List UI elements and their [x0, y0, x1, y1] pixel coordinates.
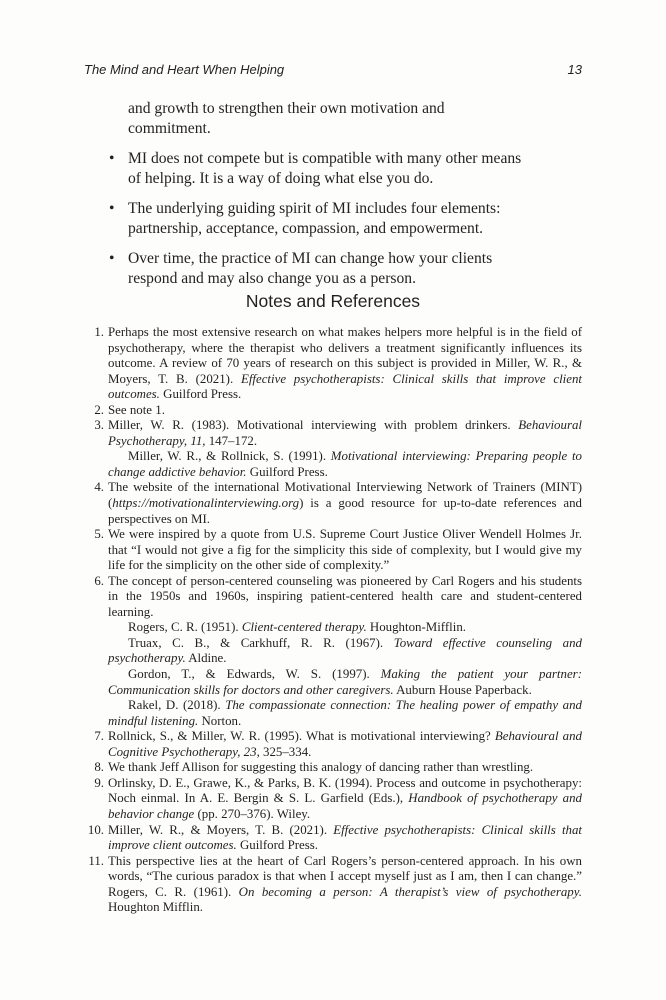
note-number: 8. — [94, 760, 104, 775]
note-title: On becoming a person: A therapist’s view of psychotherapy. — [238, 884, 582, 899]
note-title: Handbook of psychotherapy and behavior change — [108, 791, 582, 821]
section-title: Notes and References — [245, 291, 421, 311]
note-text-end: ) is a good resource for up-to-date references and perspectives on MI. — [108, 496, 582, 526]
note-item — [84, 776, 582, 823]
note-title: Effective psychotherapists: Clinical skills that improve client outcomes. — [108, 822, 582, 853]
reference-text: Miller, W. R., & Rollnick, S. (1991). — [128, 449, 331, 464]
note-reference — [108, 449, 582, 480]
note-item — [84, 854, 582, 916]
reference-title: Motivational interviewing: Preparing people to change addictive behavior. — [108, 449, 582, 479]
note-reference — [108, 636, 582, 667]
note-body — [108, 760, 533, 774]
note-number: 1. — [94, 325, 104, 339]
note-text: Miller, W. R., & Moyers, T. B. (2021). — [108, 822, 334, 837]
note-title: https://motivationalinterviewing.org — [112, 496, 300, 511]
note-text: Orlinsky, D. E., Grawe, K., & Parks, B. K. (1994). Process and outcome in psychotherapy: Noch einmal. In A. E. Bergin & S. L. Garfield (Eds.), — [108, 775, 582, 806]
reference-text-end: Aldine. — [185, 651, 227, 666]
bullet-icon: • — [109, 200, 115, 217]
note-number: 6. — [94, 573, 104, 588]
note-text: The concept of person-centered counseling was pioneered by Carl Rogers and his students in the 1950s and 1960s, inspiring patient-centered health care and student-centered learning. — [108, 573, 582, 619]
reference-text: Rogers, C. R. (1951). — [128, 620, 242, 635]
note-number: 4. — [94, 480, 104, 495]
note-text-end: (pp. 270–376). Wiley. — [194, 806, 311, 821]
note-body — [108, 527, 582, 572]
note-text: This perspective lies at the heart of Carl Rogers’s person-centered approach. In his own words, “The curious paradox is that when I accept myself just as I am, then I can change.” Rogers, C. R. (1961). — [108, 853, 582, 899]
reference-text: Gordon, T., & Edwards, W. S. (1997). — [128, 667, 381, 682]
note-text: See note 1. — [108, 402, 165, 417]
note-text-end: 325–334. — [259, 744, 312, 759]
note-text: We were inspired by a quote from U.S. Supreme Court Justice Oliver Wendell Holmes Jr. that “I would not give a fig for the simplicity this side of complexity, but I would give my life for the simplicity on the other side of complexity.” — [108, 527, 582, 573]
note-body — [108, 480, 582, 525]
note-text: Miller, W. R. (1983). Motivational interviewing with problem drinkers. — [108, 418, 519, 433]
note-number: 3. — [94, 418, 104, 433]
note-text: We thank Jeff Allison for suggesting this analogy of dancing rather than wrestling. — [108, 760, 534, 775]
note-body — [108, 403, 165, 417]
note-number: 5. — [94, 527, 104, 542]
note-body — [108, 325, 582, 401]
bullet-text: MI does not compete but is compatible with many other means of helping. It is a way of doing what else you do. — [128, 150, 522, 187]
note-reference — [108, 667, 582, 698]
reference-text-end: Auburn House Paperback. — [393, 682, 532, 697]
reference-text: Truax, C. B., & Carkhuff, R. R. (1967). — [128, 635, 394, 650]
note-title: Behavioural Psychotherapy, 11, — [108, 418, 582, 448]
note-item — [84, 760, 582, 776]
reference-text-end: Houghton-Mifflin. — [366, 620, 466, 635]
reference-text-end: Norton. — [198, 713, 242, 728]
note-number: 10. — [87, 822, 104, 837]
note-reference — [108, 620, 582, 636]
note-title: Effective psychotherapists: Clinical skills that improve client outcomes. — [108, 371, 582, 402]
note-item — [84, 729, 582, 760]
bullet-icon: • — [109, 250, 115, 267]
reference-title: The compassionate connection: The healing power of empathy and mindful listening. — [108, 698, 582, 728]
reference-text: Rakel, D. (2018). — [128, 698, 226, 713]
reference-title: Toward effective counseling and psychotherapy. — [108, 635, 582, 666]
note-text-end: Guilford Press. — [159, 387, 242, 402]
note-text: Perhaps the most extensive research on what makes helpers more helpful is in the field of psychotherapy, where the therapist who delivers a treatment significantly influences its outcome. A review of 70 years of research on this subject is provided in Miller, W. R., & Moyers, T. B. (2021). — [108, 325, 582, 386]
note-body — [108, 574, 582, 619]
bullet-icon: • — [109, 150, 115, 167]
bullet-text: Over time, the practice of MI can change how your clients respond and may also change you as a person. — [128, 250, 493, 287]
note-text: The website of the international Motivational Interviewing Network of Trainers (MINT) ( — [108, 480, 582, 511]
note-item — [84, 574, 582, 729]
note-item — [84, 527, 582, 574]
note-reference — [108, 698, 582, 729]
running-title: The Mind and Heart When Helping — [84, 62, 285, 77]
note-number: 9. — [94, 775, 104, 790]
notes-list — [84, 325, 582, 916]
note-body — [108, 776, 582, 821]
note-body — [108, 854, 582, 915]
note-item — [84, 480, 582, 527]
note-text-end: Guilford Press. — [236, 838, 319, 853]
note-text-end: Houghton Mifflin. — [108, 900, 204, 915]
note-title: Behavioural and Cognitive Psychotherapy, 23, — [108, 729, 582, 759]
reference-text-end: Guilford Press. — [246, 464, 328, 479]
note-number: 2. — [94, 402, 104, 417]
note-text-end: 147–172. — [205, 433, 258, 448]
bullet-text: The underlying guiding spirit of MI includes four elements: partnership, acceptance, compassion, and empowerment. — [128, 200, 501, 237]
page-number: 13 — [567, 62, 582, 77]
bullet-item — [107, 199, 527, 239]
bullet-item — [107, 99, 527, 139]
note-body — [108, 729, 582, 759]
note-body — [108, 823, 582, 853]
note-number: 7. — [94, 729, 104, 744]
note-item — [84, 403, 582, 419]
bullet-item — [107, 149, 527, 189]
note-number: 11. — [88, 853, 104, 868]
bullet-item — [107, 249, 527, 289]
reference-title: Client-centered therapy. — [241, 620, 367, 635]
summary-bullet-list — [107, 99, 527, 299]
note-text: Rollnick, S., & Miller, W. R. (1995). What is motivational interviewing? — [108, 729, 495, 744]
note-item — [84, 823, 582, 854]
note-item — [84, 325, 582, 403]
bullet-text: and growth to strengthen their own motivation and commitment. — [128, 100, 445, 137]
running-header — [84, 62, 582, 77]
note-body — [108, 418, 582, 448]
note-item — [84, 418, 582, 480]
reference-title: Making the patient your partner: Communication skills for doctors and other caregivers. — [108, 667, 582, 697]
